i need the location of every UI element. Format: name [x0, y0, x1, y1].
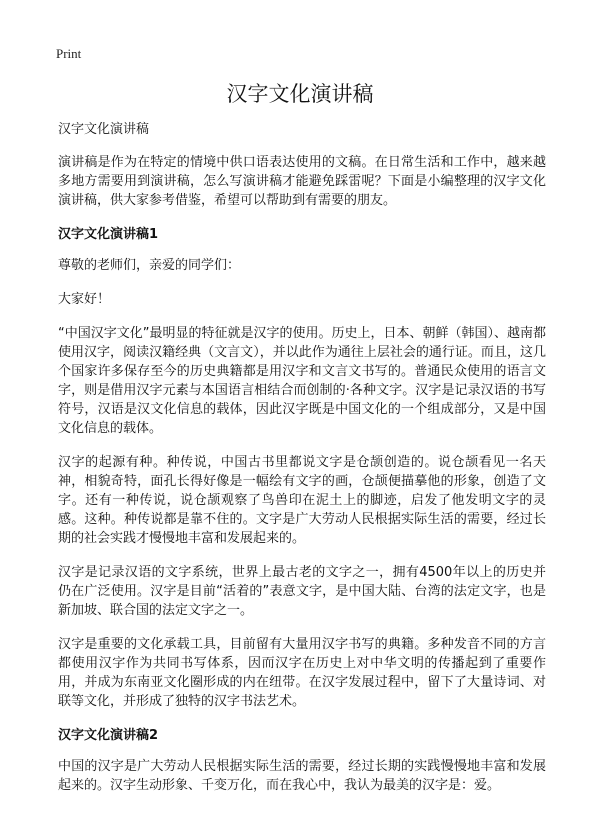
greeting-paragraph: 大家好！: [58, 292, 111, 307]
body-paragraph: 汉字的起源有种。种传说，中国古书里都说文字是仓颉创造的。说仓颉看见一名天神，相貌奇特，面孔长得好像是一幅绘有文字的画，仓颉便描摹他的形象，创造了文字。还有一种传说，说仓颉观察了鸟兽印在泥土上的脚迹，启发了他发明文字的灵感。这种。种传说都是靠不住的。文字是广大劳动人民根据实际生活的需要，经过长期的社会实践才慢慢地丰富和发展起来的。: [58, 455, 546, 546]
body-paragraph: “中国汉字文化”最明显的特征就是汉字的使用。历史上，日本、朝鲜（韩国）、越南都使用汉字，阅读汉籍经典（文言文），并以此作为通往上层社会的通行证。而且，这几个国家许多保存至今的历史典籍都是用汉字和文言文书写的。普通民众使用的语言文字，则是借用汉字元素与本国语言相结合而创制的·各种文字。汉字是记录汉语的书写符号，汉语是汉文化信息的载体，因此汉字既是中国文化的一个组成部分，又是中国文化信息的载体。: [58, 326, 546, 436]
body-paragraph: 中国的汉字是广大劳动人民根据实际生活的需要，经过长期的实践慢慢地丰富和发展起来的。汉字生动形象、千变万化，而在我心中，我认为最美的汉字是：爱。: [58, 759, 546, 793]
intro-paragraph: 演讲稿是作为在特定的情境中供口语表达使用的文稿。在日常生活和工作中，越来越多地方需要用到演讲稿，怎么写演讲稿才能避免踩雷呢？下面是小编整理的汉字文化演讲稿，供大家参考借鉴，希望可以帮助到有需要的朋友。: [58, 155, 546, 208]
body-paragraph: 汉字是记录汉语的文字系统，世界上最古老的文字之一，拥有4500年以上的历史并仍在广泛使用。汉字是目前“活着的”表意文字，是中国大陆、台湾的法定文字，也是新加坡、联合国的法定文字之一。: [58, 565, 546, 618]
section-heading-1: 汉字文化演讲稿1: [58, 227, 159, 242]
salutation-paragraph: 尊敬的老师们，亲爱的同学们：: [58, 258, 241, 273]
body-paragraph: 汉字是重要的文化承载工具，目前留有大量用汉字书写的典籍。多种发音不同的方言都使用汉字作为共同书写体系，因而汉字在历史上对中华文明的传播起到了重要作用，并成为东南亚文化圈形成的内在纽带。在汉字发展过程中，留下了大量诗词、对联等文化，并形成了独特的汉字书法艺术。: [58, 637, 546, 709]
section-heading-2: 汉字文化演讲稿2: [58, 728, 159, 743]
page-title: 汉字文化演讲稿: [226, 82, 374, 106]
document-body: [58, 120, 546, 810]
document-subtitle: 汉字文化演讲稿: [58, 122, 150, 137]
print-link[interactable]: Print: [56, 46, 82, 61]
